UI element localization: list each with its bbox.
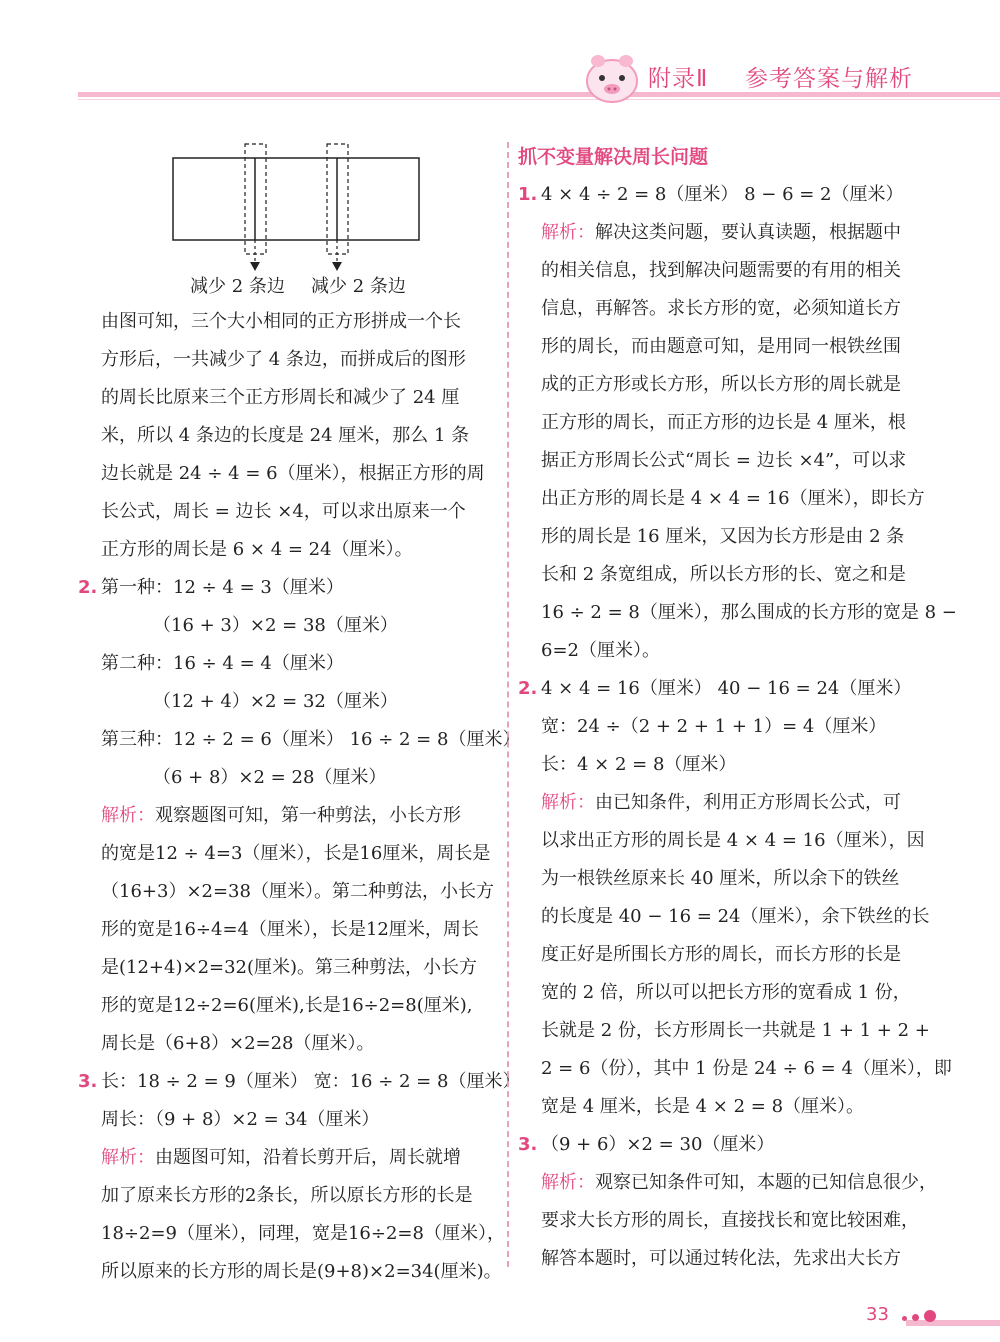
analysis-line: 的长度是 40 − 16 = 24（厘米），余下铁丝的长 [541, 906, 930, 927]
analysis-text: 观察题图可知，第一种剪法，小长方形 [155, 805, 461, 826]
answer-line [78, 1063, 521, 1101]
answer-line: 第二种：16 ÷ 4 = 4（厘米） [101, 653, 344, 674]
analysis-line: 解答本题时，可以通过转化法，先求出大长方 [541, 1248, 901, 1269]
text-line: 米，所以 4 条边的长度是 24 厘米，那么 1 条 [101, 425, 470, 446]
analysis-line: 2 = 6（份），其中 1 份是 24 ÷ 6 = 4（厘米），即 [541, 1058, 952, 1079]
combined-rectangle [173, 158, 419, 240]
answer-line [518, 1126, 948, 1164]
analysis-line [518, 784, 948, 822]
text-line: 方形后，一共减少了 4 条边，而拼成后的图形 [101, 349, 466, 370]
question-number: 3. [518, 1134, 538, 1155]
left-column [78, 303, 521, 1291]
analysis-text: 解决这类问题，要认真读题，根据题中 [595, 222, 901, 243]
question-number: 1. [518, 184, 538, 205]
analysis-line: 出正方形的周长是 4 × 4 = 16（厘米），即长方 [541, 488, 925, 509]
analysis-line: 信息，再解答。求长方形的宽，必须知道长方 [541, 298, 901, 319]
analysis-text: 观察已知条件可知，本题的已知信息很少， [595, 1172, 937, 1193]
analysis-line: 形的周长，而由题意可知，是用同一根铁丝围 [541, 336, 901, 357]
answer-line [518, 670, 948, 708]
question-number: 3. [78, 1071, 98, 1092]
answer-text: 4 × 4 = 16（厘米） 40 − 16 = 24（厘米） [541, 678, 912, 699]
answer-line: （16 + 3）×2 = 38（厘米） [153, 615, 398, 636]
pig-mascot-icon [584, 52, 640, 104]
column-divider [507, 142, 509, 1267]
analysis-label: 解析： [101, 805, 155, 826]
rectangle-diagram [165, 140, 430, 275]
arrow-down-icon [332, 262, 342, 271]
analysis-line: 18÷2=9（厘米），同理，宽是16÷2=8（厘米）， [101, 1223, 505, 1244]
question-number: 2. [78, 577, 98, 598]
answer-line: 周长：（9 + 8）×2 = 34（厘米） [101, 1109, 380, 1130]
answer-text: 长：18 ÷ 2 = 9（厘米） 宽：16 ÷ 2 = 8（厘米） [101, 1071, 521, 1092]
analysis-line: 所以原来的长方形的周长是(9+8)×2=34(厘米)。 [101, 1261, 502, 1282]
analysis-line: 16 ÷ 2 = 8（厘米），那么围成的长方形的宽是 8 − [541, 602, 957, 623]
analysis-line: 是(12+4)×2=32(厘米)。第三种剪法，小长方 [101, 957, 478, 978]
answer-line: （12 + 4）×2 = 32（厘米） [153, 691, 398, 712]
answer-line [78, 569, 498, 607]
answer-line: 第三种：12 ÷ 2 = 6（厘米） 16 ÷ 2 = 8（厘米） [101, 729, 521, 750]
header-strip-thin [78, 99, 1000, 100]
analysis-line: 宽是 4 厘米，长是 4 × 2 = 8（厘米）。 [541, 1096, 865, 1117]
analysis-line [518, 1164, 948, 1202]
analysis-line: 正方形的周长，而正方形的边长是 4 厘米，根 [541, 412, 906, 433]
footer-strip [906, 1320, 1000, 1326]
analysis-line: 要求大长方形的周长，直接找长和宽比较困难， [541, 1210, 919, 1231]
analysis-line: 以求出正方形的周长是 4 × 4 = 16（厘米），因 [541, 830, 925, 851]
text-line: 正方形的周长是 6 × 4 = 24（厘米）。 [101, 539, 413, 560]
analysis-line: 形的周长是 16 厘米，又因为长方形是由 2 条 [541, 526, 905, 547]
analysis-line: （16+3）×2=38（厘米）。第二种剪法，小长方 [101, 881, 494, 902]
analysis-line: 度正好是所围长方形的周长，而长方形的长是 [541, 944, 901, 965]
answer-text: （9 + 6）×2 = 30（厘米） [541, 1134, 775, 1155]
answer-line [518, 176, 948, 214]
right-column [518, 138, 957, 1278]
section-title: 抓不变量解决周长问题 [518, 146, 709, 168]
figure-label-right: 减少 2 条边 [311, 276, 406, 297]
arrow-down-icon [250, 262, 260, 271]
answer-line: （6 + 8）×2 = 28（厘米） [153, 767, 387, 788]
analysis-line: 成的正方形或长方形，所以长方形的周长就是 [541, 374, 901, 395]
analysis-label: 解析： [101, 1147, 155, 1168]
text-line: 长公式，周长 = 边长 ×4，可以求出原来一个 [101, 501, 466, 522]
analysis-text: 由已知条件，利用正方形周长公式，可 [595, 792, 901, 813]
analysis-line: 的宽是12 ÷ 4=3（厘米），长是16厘米，周长是 [101, 843, 491, 864]
analysis-line: 6=2（厘米）。 [541, 640, 660, 661]
analysis-label: 解析： [541, 222, 595, 243]
answer-line: 宽：24 ÷（2 + 2 + 1 + 1）= 4（厘米） [541, 716, 887, 737]
analysis-line: 长就是 2 份，长方形周长一共就是 1 + 1 + 2 + [541, 1020, 930, 1041]
analysis-line [78, 797, 498, 835]
analysis-line [78, 1139, 498, 1177]
analysis-line: 为一根铁丝原来长 40 厘米，所以余下的铁丝 [541, 868, 900, 889]
analysis-line [518, 214, 948, 252]
text-line: 的周长比原来三个正方形周长和减少了 24 厘 [101, 387, 460, 408]
analysis-line: 周长是（6+8）×2=28（厘米）。 [101, 1033, 375, 1054]
analysis-line: 形的宽是16÷4=4（厘米），长是12厘米，周长 [101, 919, 479, 940]
question-number: 2. [518, 678, 538, 699]
decor-dot [924, 1310, 936, 1322]
analysis-label: 解析： [541, 792, 595, 813]
analysis-line: 长和 2 条宽组成，所以长方形的长、宽之和是 [541, 564, 906, 585]
answer-line: 长：4 × 2 = 8（厘米） [541, 754, 737, 775]
analysis-line: 据正方形周长公式“周长 = 边长 ×4”，可以求 [541, 450, 907, 471]
text-line: 边长就是 24 ÷ 4 = 6（厘米），根据正方形的周 [101, 463, 485, 484]
header-appendix: 附录Ⅱ [648, 66, 709, 92]
decor-dot [912, 1314, 919, 1321]
analysis-label: 解析： [541, 1172, 595, 1193]
figure-label-left: 减少 2 条边 [190, 276, 285, 297]
analysis-line: 加了原来长方形的2条长，所以原长方形的长是 [101, 1185, 473, 1206]
answer-text: 第一种：12 ÷ 4 = 3（厘米） [101, 577, 344, 598]
answer-text: 4 × 4 ÷ 2 = 8（厘米） 8 − 6 = 2（厘米） [541, 184, 904, 205]
header-title: 参考答案与解析 [745, 66, 913, 92]
decor-dot [902, 1316, 907, 1321]
analysis-line: 形的宽是12÷2=6(厘米),长是16÷2=8(厘米), [101, 995, 473, 1016]
page-number: 33 [866, 1304, 889, 1325]
analysis-line: 的相关信息，找到解决问题需要的有用的相关 [541, 260, 901, 281]
analysis-text: 由题图可知，沿着长剪开后，周长就增 [155, 1147, 461, 1168]
text-line: 由图可知，三个大小相同的正方形拼成一个长 [101, 311, 461, 332]
analysis-line: 宽的 2 倍，所以可以把长方形的宽看成 1 份， [541, 982, 911, 1003]
